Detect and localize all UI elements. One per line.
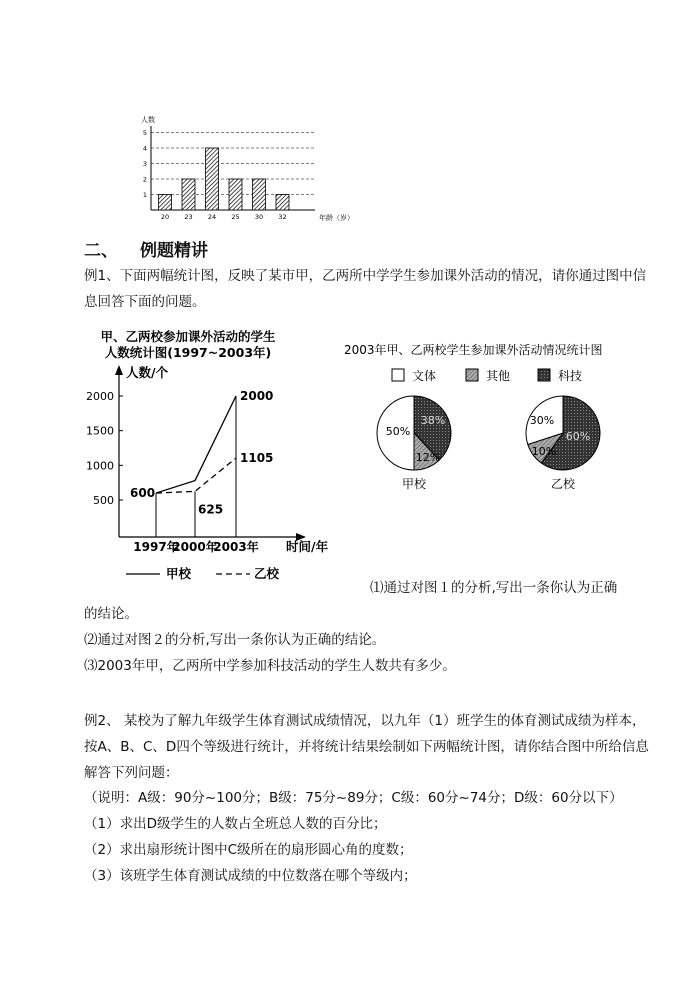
school-a-label: 甲校 [401,477,427,491]
legend-wenti: 文体 [412,369,437,383]
ex2-q2: （2）求出扇形统计图中C级所在的扇形圆心角的度数； [84,842,413,858]
bar [253,179,266,210]
legend-b-label: 乙校 [254,566,280,581]
legend-qita-box [466,369,478,381]
line-xtick-label: 1997年 [133,540,179,554]
section-number: 二、 [84,241,118,261]
pie-pct-label: 60% [565,430,591,443]
ex1-q1b: 的结论。 [84,606,138,622]
ex1-q1a: ⑴通过对图１的分析,写出一条你认为正确 [370,580,618,596]
line-data-label: 1105 [240,451,274,466]
age-bar-chart [135,112,365,226]
bar [229,179,242,210]
bar-ytick-label: 1 [142,191,147,199]
line-data-label: 625 [198,502,224,517]
bar [206,148,219,210]
ex2-q1: （1）求出D级学生的人数占全班总人数的百分比； [84,816,387,832]
line-ytick-label: 2000 [86,390,114,403]
school-b-label: 乙校 [550,477,576,491]
pie-charts [340,338,650,498]
bar-ytick-label: 5 [142,129,147,137]
bar-xtick-label: 30 [254,213,264,221]
legend-keji: 科技 [558,369,583,383]
series-yi-line [156,458,236,493]
line-title-2: 人数统计图(1997~2003年) [104,345,272,360]
pie-pct-label: 10% [531,445,557,458]
bar-ylabel: 人数 [141,116,155,124]
line-xlabel: 时间/年 [286,539,329,554]
bar [182,179,195,210]
ex2-q3: （3）该班学生体育测试成绩的中位数落在哪个等级内； [84,868,417,884]
pie-pct-label: 38% [420,414,446,427]
legend-keji-box [538,369,550,381]
ex1-q3: ⑶2003年甲，乙两所中学参加科技活动的学生人数共有多少。 [84,658,456,674]
bar [276,195,289,211]
bar-ytick-label: 3 [142,160,147,168]
pie-title: 2003年甲、乙两校学生参加课外活动情况统计图 [344,343,603,357]
line-ylabel: 人数/个 [126,365,169,380]
bar-ytick-label: 2 [142,175,147,184]
bar-xtick-label: 32 [278,213,287,221]
ex2-line2: 按A、B、C、D四个等级进行统计，并将统计结果绘制如下两幅统计图，请你结合图中所给信息 [84,739,649,755]
ex1-q2: ⑵通过对图２的分析,写出一条你认为正确的结论。 [84,632,386,648]
line-xtick-label: 2000年 [172,540,218,554]
line-ytick-label: 1500 [86,424,114,438]
pie-pct-label: 12% [415,451,441,464]
bar [159,195,172,211]
pie-pct-label: 30% [529,414,555,427]
legend-qita: 其他 [486,369,511,383]
line-chart [70,325,350,587]
line-title-1: 甲、乙两校参加课外活动的学生 [100,329,276,344]
legend-wenti-box [392,369,404,381]
line-data-label: 2000 [240,389,274,403]
pie-pct-label: 50% [385,425,411,438]
bar-xtick-label: 23 [184,213,193,221]
series-jia-line [156,396,236,493]
bar-xtick-label: 24 [207,213,217,221]
line-ytick-label: 1000 [86,459,114,473]
ex2-note: （说明：A级：90分~100分；B级：75分~89分；C级：60分~74分；D级：60分以下） [84,790,623,806]
bar-xlabel: 年龄（岁） [319,214,354,222]
section-title: 例题精讲 [140,241,208,261]
ex2-line1: 例2、 某校为了解九年级学生体育测试成绩情况，以九年（1）班学生的体育测试成绩为样本， [84,713,646,729]
ex1-line1: 例1、下面两幅统计图，反映了某市甲，乙两所中学学生参加课外活动的情况，请你通过图中信 [84,268,647,284]
bar-ytick-label: 4 [142,144,147,153]
ex1-line2: 息回答下面的问题。 [84,294,206,310]
ex2-line3: 解答下列问题： [84,765,179,781]
line-data-label: 600 [130,486,156,501]
line-xtick-label: 2003年 [213,540,259,554]
line-ytick-label: 500 [93,494,114,507]
bar-xtick-label: 25 [231,213,240,221]
bar-xtick-label: 20 [160,213,170,221]
legend-a-label: 甲校 [166,566,192,581]
